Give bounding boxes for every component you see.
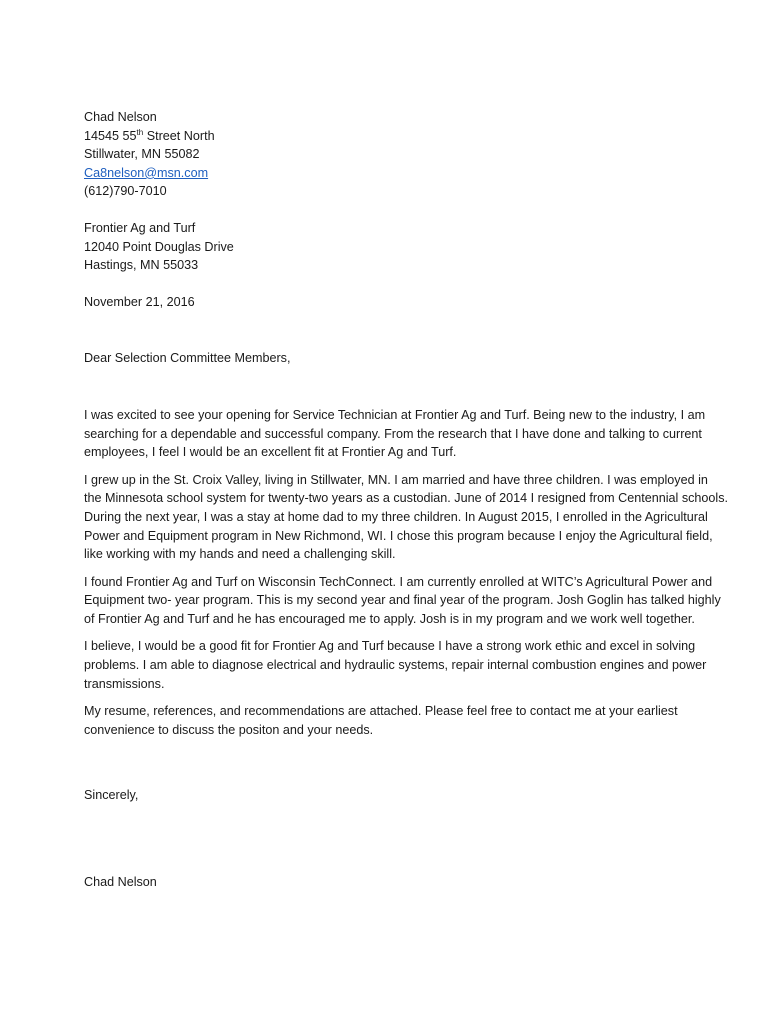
salutation: Dear Selection Committee Members,: [84, 351, 291, 366]
body-paragraph: [84, 702, 724, 739]
sender-street-suffix: th: [136, 127, 144, 137]
letter-page: [84, 108, 729, 892]
body-line: like working with my hands and need a challenging skill.: [84, 547, 396, 562]
body-line: I grew up in the St. Croix Valley, living in Stillwater, MN. I am married and have three children. I was employed in: [84, 472, 708, 487]
body-line: convenience to discuss the positon and your needs.: [84, 722, 374, 737]
sender-address: [84, 108, 724, 201]
sender-street-rest: Street North: [143, 128, 215, 143]
body-line: of Frontier Ag and Turf and he has encouraged me to apply. Josh is in my program and we work well together.: [84, 611, 695, 626]
body-line: I believe, I would be a good fit for Frontier Ag and Turf because I have a strong work ethic and excel in solving: [84, 639, 696, 654]
body-line: transmissions.: [84, 676, 165, 691]
body-paragraph: [84, 471, 729, 564]
body-line: During the next year, I was a stay at home dad to my three children. In August 2015, I enrolled in the Agricultural: [84, 509, 708, 524]
recipient-street: 12040 Point Douglas Drive: [84, 239, 234, 254]
body-line: I found Frontier Ag and Turf on Wisconsin TechConnect. I am currently enrolled at WITC’s Agricultural Power and: [84, 574, 713, 589]
signature-name: Chad Nelson: [84, 875, 157, 890]
recipient-company: Frontier Ag and Turf: [84, 220, 196, 235]
letter-date: November 21, 2016: [84, 294, 195, 309]
sender-city: Stillwater, MN 55082: [84, 147, 200, 162]
sender-phone: (612)790-7010: [84, 184, 167, 199]
body-line: the Minnesota school system for twenty-two years as a custodian. June of 2014 I resigned from Centennial schools.: [84, 491, 729, 506]
body-line: I was excited to see your opening for Service Technician at Frontier Ag and Turf. Being new to the industry, I am: [84, 407, 706, 422]
letter-body: [84, 406, 729, 740]
body-line: Equipment two- year program. This is my second year and final year of the program. Josh Goglin has talked highly: [84, 593, 721, 608]
closing: Sincerely,: [84, 788, 139, 803]
body-paragraph: [84, 406, 724, 462]
body-paragraph: [84, 637, 724, 693]
sender-email-link[interactable]: Ca8nelson@msn.com: [84, 165, 209, 180]
body-line: searching for a dependable and successful company. From the research that I have done and talking to current: [84, 426, 702, 441]
body-line: problems. I am able to diagnose electrical and hydraulic systems, repair internal combustion engines and power: [84, 658, 707, 673]
sender-street-number: 14545 55: [84, 128, 137, 143]
recipient-address: [84, 219, 724, 275]
body-line: Power and Equipment program in New Richmond, WI. I chose this program because I enjoy the Agricultural field,: [84, 528, 713, 543]
body-paragraph: [84, 573, 724, 629]
body-line: My resume, references, and recommendations are attached. Please feel free to contact me at your earliest: [84, 704, 678, 719]
sender-name: Chad Nelson: [84, 110, 157, 124]
body-line: employees, I feel I would be an excellent fit at Frontier Ag and Turf.: [84, 445, 457, 460]
recipient-city: Hastings, MN 55033: [84, 258, 199, 273]
sender-street: [84, 127, 724, 146]
